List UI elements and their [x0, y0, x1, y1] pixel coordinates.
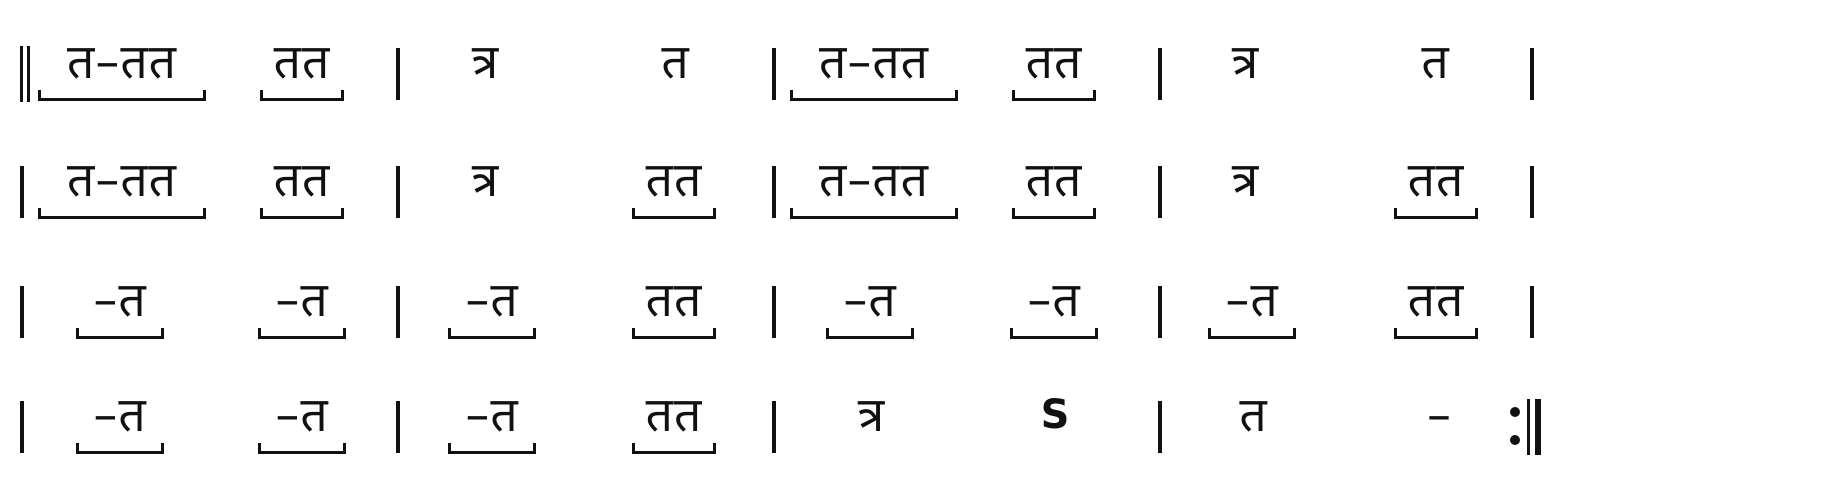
- syllable-group: तत: [1407, 152, 1465, 208]
- beamed-group: [632, 272, 716, 342]
- barline: [396, 166, 400, 218]
- beam-bracket: [790, 90, 958, 101]
- beamed-group: [1010, 272, 1098, 342]
- beamed-group: [1208, 272, 1296, 342]
- beamed-group: [1012, 34, 1096, 104]
- notation-row-3: [0, 250, 1848, 360]
- barline: [20, 286, 24, 338]
- syllable-group: तत: [273, 34, 331, 90]
- syllable-group: –त: [1027, 272, 1081, 328]
- beam-bracket: [258, 443, 346, 454]
- syllable-group: –त: [1225, 272, 1279, 328]
- beamed-group: [258, 387, 346, 457]
- beam-bracket: [826, 328, 914, 339]
- beamed-group: [790, 152, 958, 222]
- beam-bracket: [1010, 328, 1098, 339]
- end-repeat-barline-thin: [1527, 399, 1530, 455]
- beam-bracket: [260, 208, 344, 219]
- beamed-group: [790, 34, 958, 104]
- beamed-group: [76, 387, 164, 457]
- beam-bracket: [76, 328, 164, 339]
- barline: [1158, 401, 1162, 453]
- beamed-group: [260, 34, 344, 104]
- beam-bracket: [632, 328, 716, 339]
- barline: [772, 48, 776, 100]
- syllable-group: त–तत: [818, 152, 930, 208]
- start-double-barline-thin: [20, 46, 23, 102]
- beamed-group: [260, 152, 344, 222]
- single-syllable: त्र: [1231, 152, 1259, 208]
- syllable-group: त–तत: [818, 34, 930, 90]
- syllable-group: –त: [93, 387, 147, 443]
- barline: [20, 401, 24, 453]
- beamed-group: [1012, 152, 1096, 222]
- syllable-group: त–तत: [66, 34, 178, 90]
- beam-bracket: [790, 208, 958, 219]
- syllable-group: तत: [1407, 272, 1465, 328]
- beamed-group: [448, 272, 536, 342]
- barline: [1158, 286, 1162, 338]
- avagraha-symbol: S: [1040, 392, 1070, 438]
- syllable-group: तत: [645, 272, 703, 328]
- syllable-group: तत: [645, 152, 703, 208]
- notation-row-1: [0, 12, 1848, 122]
- syllable-group: –त: [465, 387, 519, 443]
- beam-bracket: [38, 208, 206, 219]
- syllable-group: –त: [275, 272, 329, 328]
- single-syllable: त: [1239, 387, 1267, 443]
- barline: [1158, 166, 1162, 218]
- beam-bracket: [1394, 328, 1478, 339]
- repeat-dot: [1510, 435, 1520, 445]
- barline: [772, 286, 776, 338]
- beamed-group: [76, 272, 164, 342]
- beam-bracket: [632, 208, 716, 219]
- beam-bracket: [1208, 328, 1296, 339]
- beamed-group: [258, 272, 346, 342]
- barline: [1530, 286, 1534, 338]
- beam-bracket: [260, 90, 344, 101]
- syllable-group: तत: [273, 152, 331, 208]
- single-syllable: त्र: [1231, 34, 1259, 90]
- beam-bracket: [38, 90, 206, 101]
- barline: [396, 48, 400, 100]
- beam-bracket: [448, 443, 536, 454]
- syllable-group: त–तत: [66, 152, 178, 208]
- beamed-group: [448, 387, 536, 457]
- barline: [772, 401, 776, 453]
- beamed-group: [38, 34, 206, 104]
- beam-bracket: [258, 328, 346, 339]
- syllable-group: –त: [465, 272, 519, 328]
- beamed-group: [826, 272, 914, 342]
- rest-dash: –: [1427, 387, 1451, 443]
- beam-bracket: [1012, 208, 1096, 219]
- single-syllable: त्र: [857, 387, 885, 443]
- barline: [396, 286, 400, 338]
- barline: [20, 166, 24, 218]
- barline: [1158, 48, 1162, 100]
- beam-bracket: [632, 443, 716, 454]
- notation-row-2: [0, 130, 1848, 240]
- repeat-dot: [1510, 407, 1520, 417]
- single-syllable: त्र: [471, 34, 499, 90]
- beamed-group: [1394, 272, 1478, 342]
- syllable-group: –त: [843, 272, 897, 328]
- syllable-group: तत: [645, 387, 703, 443]
- notation-row-4: [0, 365, 1848, 475]
- beamed-group: [1394, 152, 1478, 222]
- beam-bracket: [1012, 90, 1096, 101]
- beam-bracket: [76, 443, 164, 454]
- barline: [772, 166, 776, 218]
- barline: [1530, 166, 1534, 218]
- beamed-group: [632, 387, 716, 457]
- barline: [396, 401, 400, 453]
- start-double-barline-thin: [27, 46, 30, 102]
- syllable-group: तत: [1025, 152, 1083, 208]
- barline: [1530, 48, 1534, 100]
- beamed-group: [632, 152, 716, 222]
- syllable-group: –त: [275, 387, 329, 443]
- beamed-group: [38, 152, 206, 222]
- syllable-group: तत: [1025, 34, 1083, 90]
- single-syllable: त्र: [471, 152, 499, 208]
- end-repeat-barline-thick: [1535, 399, 1541, 455]
- single-syllable: त: [661, 34, 689, 90]
- beam-bracket: [1394, 208, 1478, 219]
- single-syllable: त: [1421, 34, 1449, 90]
- beam-bracket: [448, 328, 536, 339]
- syllable-group: –त: [93, 272, 147, 328]
